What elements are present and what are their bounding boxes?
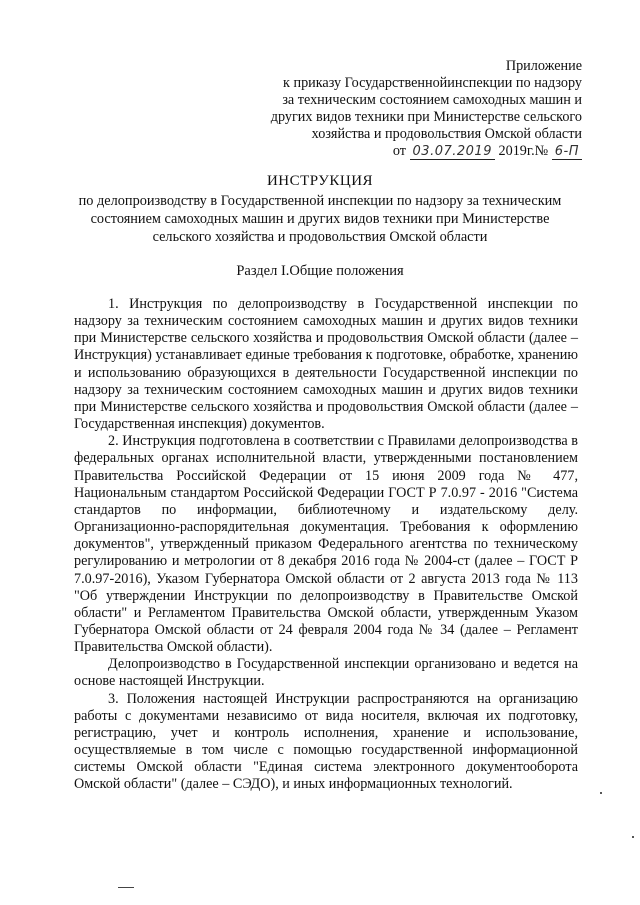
body-text — [74, 296, 578, 794]
appendix-block — [222, 58, 582, 160]
paragraph: 1. Инструкция по делопроизводству в Государственной инспекции по надзору за техническим состоянием самоходных машин и других видов техники при Министерстве сельского хозяйства и продовольствия Омской области (далее – Инструкция) устанавливает единые требования к подготовке, обработке, хранению и использованию образующихся в деятельности Государственной инспекции по надзору за техническим состоянием самоходных машин и других видов техники при Министерстве сельского хозяйства и продовольствия Омской области (далее – Государственная инспекция) документов. — [74, 296, 578, 433]
order-year: 2019г.№ — [498, 143, 549, 159]
footer-rule — [118, 887, 134, 888]
title-heading: ИНСТРУКЦИЯ — [266, 173, 374, 189]
paragraph: 2. Инструкция подготовлена в соответствии с Правилами делопроизводства в федеральных органах исполнительной власти, утвержденными постановлением Правительства Российской Федерации от 15 июня 2009 года № 477, Национальным стандартом Российской Федерации ГОСТ Р 7.0.97 - 2016 "Система стандартов по информации, библиотечному и издательскому делу. Организационно-распорядительная документация. Требования к оформлению документов", утвержденный приказом Федерального агентства по техническому регулированию и метрологии от 8 декабря 2016 года № 2004-ст (далее – ГОСТ Р 7.0.97-2016), Указом Губернатора Омской области от 2 августа 2013 года № 113 "Об утверждении Инструкции по делопроизводству в Правительстве Омской области" и Регламентом Правительства Омской области, утвержденным Указом Губернатора Омской области от 24 февраля 2004 года № 34 (далее – Регламент Правительства Омской области). — [74, 433, 578, 656]
appendix-line: хозяйства и продовольствия Омской области — [311, 126, 582, 142]
title-subtitle: по делопроизводству в Государственной инспекции по надзору за техническим состоянием самоходных машин и других видов техники при Министерстве сельского хозяйства и продовольствия Омской области — [78, 193, 562, 245]
order-prefix: от — [392, 143, 406, 159]
scan-speck — [632, 836, 634, 838]
order-date-line — [222, 143, 582, 160]
document-title — [60, 172, 580, 246]
scan-speck — [600, 792, 602, 794]
appendix-line: других видов техники при Министерстве сельского — [270, 109, 582, 125]
handwritten-order-date: 03.07.2019 — [410, 144, 495, 160]
paragraph: 3. Положения настоящей Инструкции распространяются на организацию работы с документами независимо от вида носителя, включая их подготовку, регистрацию, учет и контроль исполнения, хранение и использование, осуществляемые в том числе с помощью государственной информационной системы Омской области "Единая система электронного документооборота Омской области" (далее – СЭДО), и иных информационных технологий. — [74, 690, 578, 793]
section-heading: Раздел I.Общие положения — [236, 263, 404, 279]
appendix-line: к приказу Государственнойинспекции по надзору — [283, 75, 582, 91]
handwritten-order-number: 6-П — [552, 144, 582, 160]
paragraph: Делопроизводство в Государственной инспекции организовано и ведется на основе настоящей Инструкции. — [74, 656, 578, 690]
appendix-line: Приложение — [505, 58, 582, 74]
appendix-line: за техническим состоянием самоходных машин и — [282, 92, 582, 108]
